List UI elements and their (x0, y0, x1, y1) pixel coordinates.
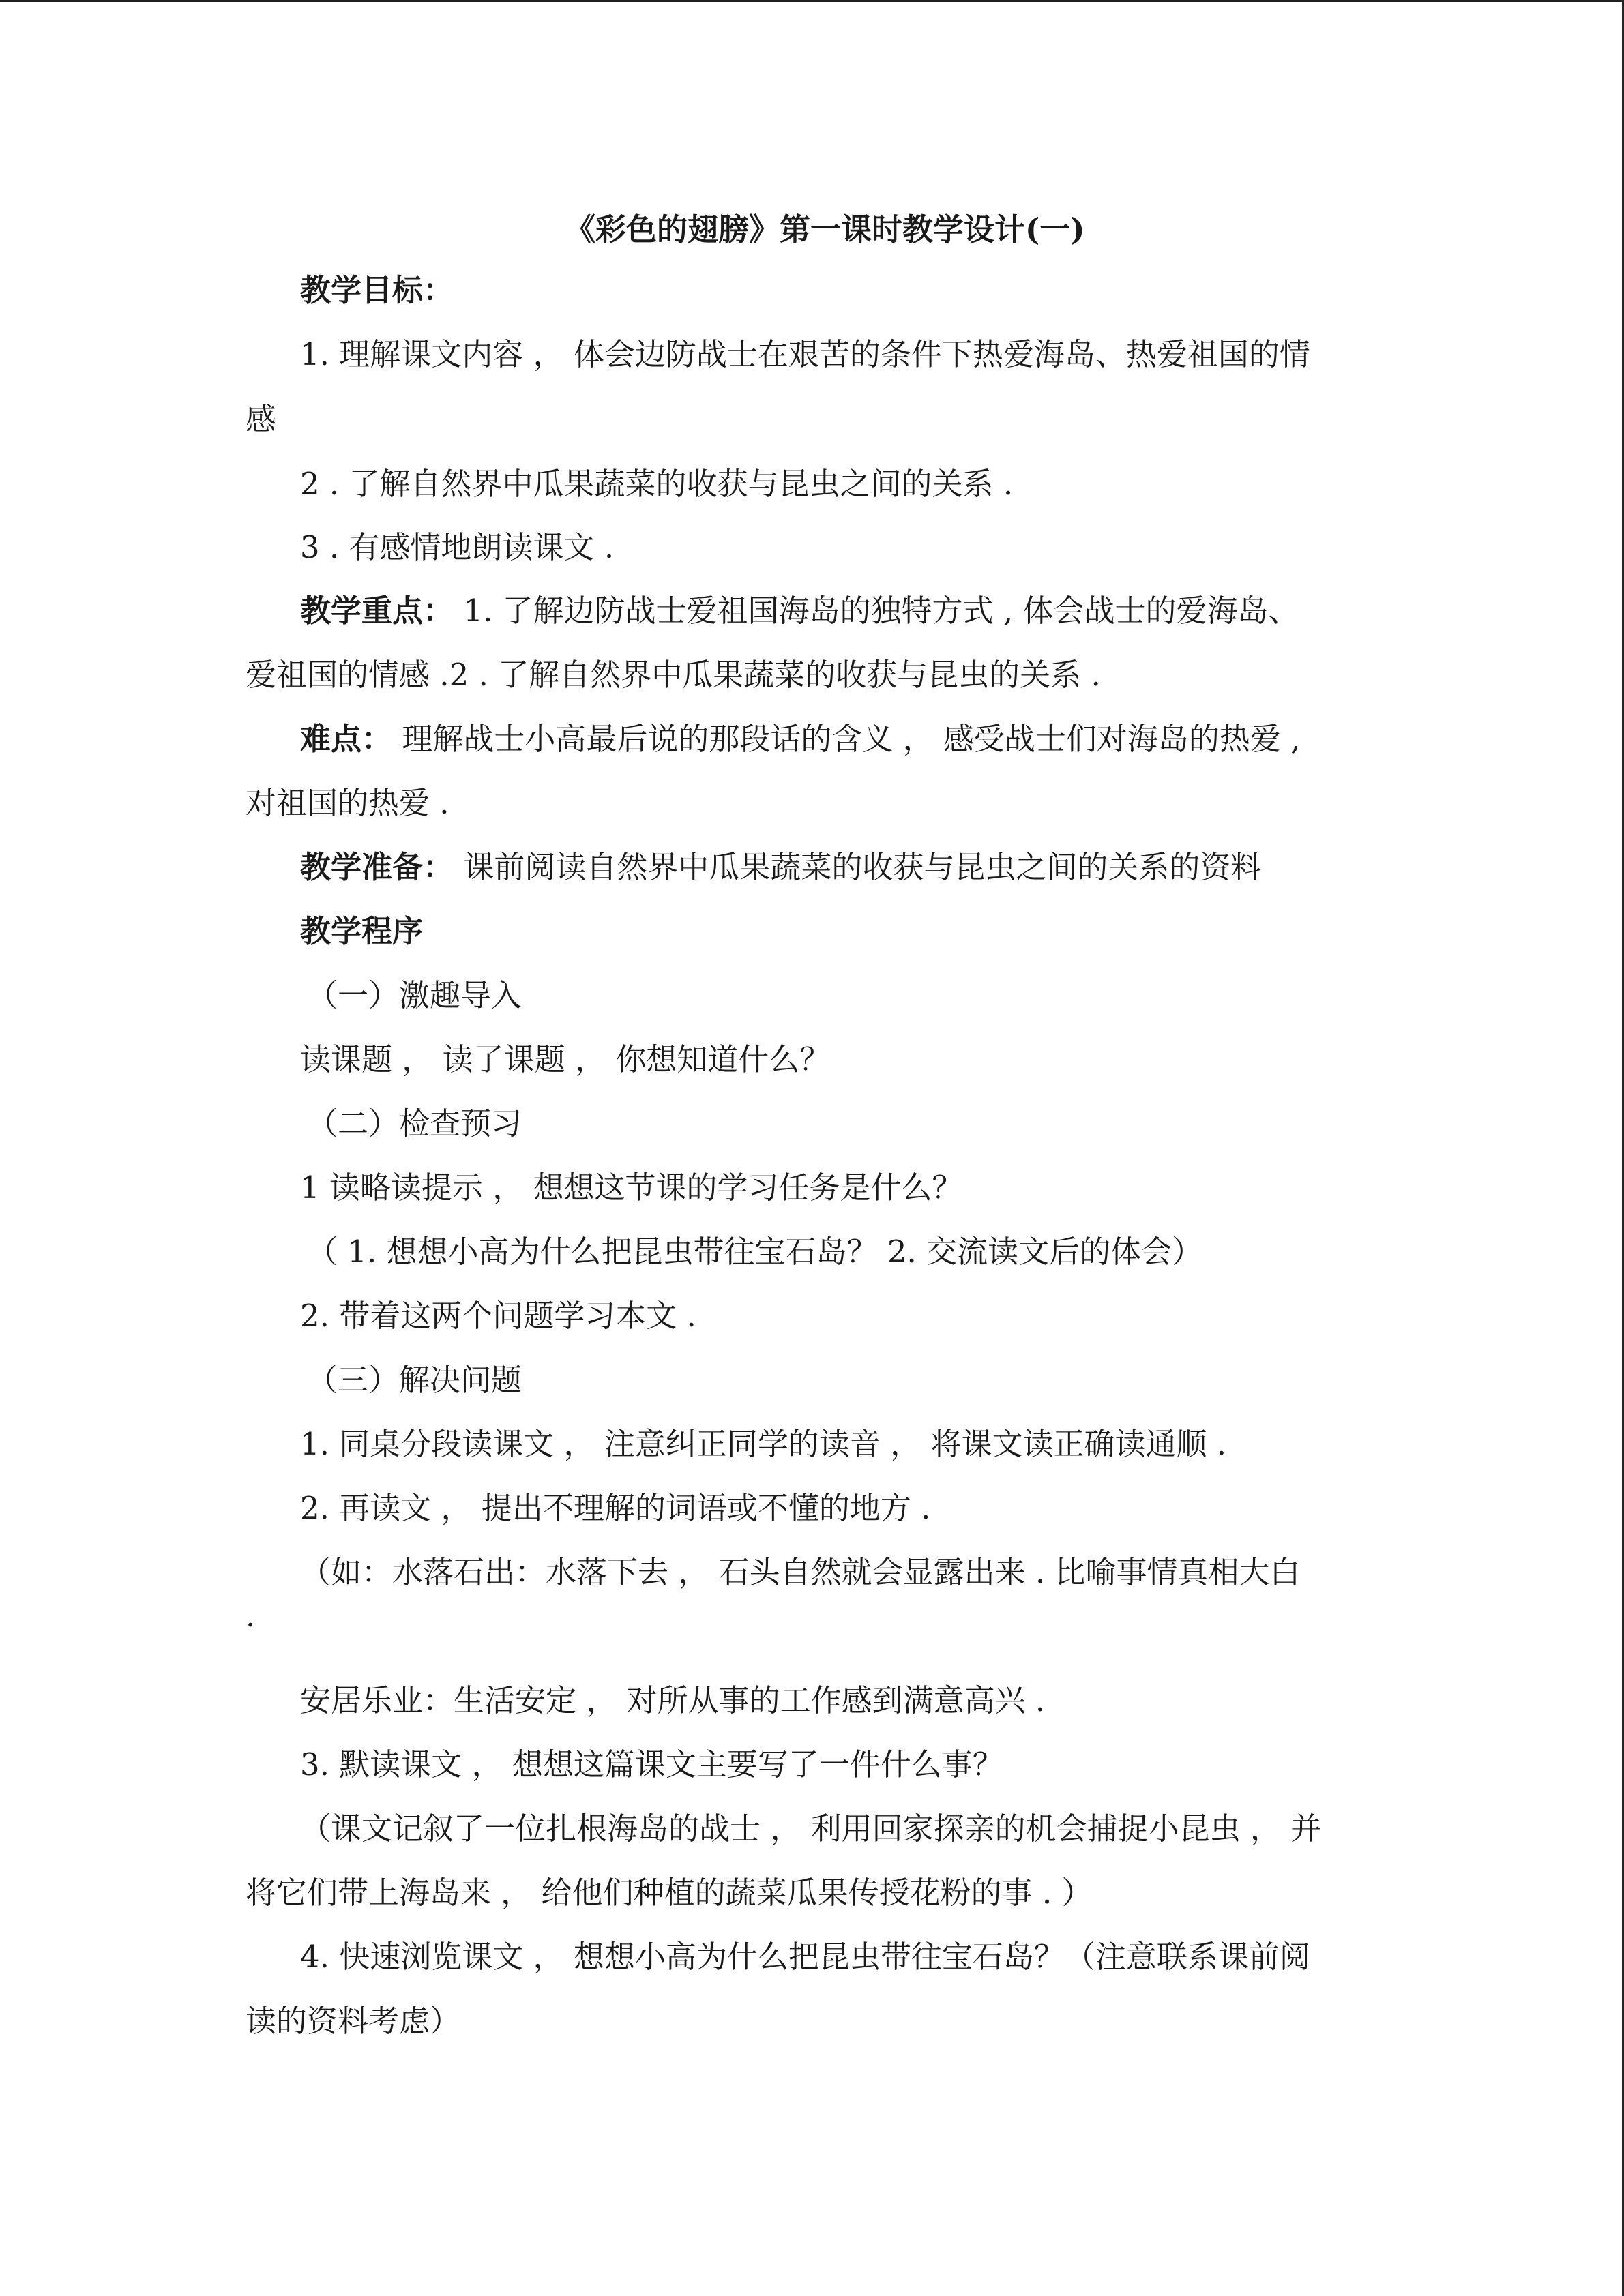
objective-3: 3 . 有感情地朗读课文 . (300, 529, 615, 565)
step-1-heading: （一）激趣导入 (307, 977, 522, 1013)
step-3-item-3: 3. 默读课文 ， 想想这篇课文主要写了一件什么事？ (300, 1746, 1003, 1783)
objective-1-line-1: 1. 理解课文内容 ， 体会边防战士在艰苦的条件下热爱海岛、热爱祖国的情 (300, 336, 1310, 372)
step-2-heading: （二）检查预习 (307, 1105, 522, 1142)
step-3-item-4-line-2: 读的资料考虑） (246, 2003, 461, 2039)
objective-2: 2 . 了解自然界中瓜果蔬菜的收获与昆虫之间的关系 . (300, 466, 1014, 502)
objectives-heading: 教学目标： (300, 272, 454, 308)
step-3-item-3-answer-line-1: （课文记叙了一位扎根海岛的战士 ， 利用回家探亲的机会捕捉小昆虫 ， 并 (300, 1810, 1322, 1847)
step-1-text: 读课题 ， 读了课题 ， 你想知道什么？ (300, 1041, 831, 1077)
preparation-line (300, 847, 1261, 888)
keypoints-line-1 (300, 591, 1299, 631)
keypoints-text: 1. 了解边防战士爱祖国海岛的独特方式 , 体会战士的爱海岛、 (454, 593, 1299, 629)
difficulty-line-1 (300, 719, 1301, 760)
step-3-item-1: 1. 同桌分段读课文 ， 注意纠正同学的读音 ， 将课文读正确读通顺 . (300, 1426, 1227, 1462)
step-3-item-3-answer-line-2: 将它们带上海岛来 ， 给他们种植的蔬菜瓜果传授花粉的事 . ） (246, 1875, 1093, 1911)
procedure-heading: 教学程序 (300, 913, 424, 949)
step-3-item-2: 2. 再读文 ， 提出不理解的词语或不懂的地方 . (300, 1490, 931, 1526)
step-2-item-1-detail: （ 1. 想想小高为什么把昆虫带往宝石岛？ 2. 交流读文后的体会） (307, 1234, 1203, 1270)
preparation-text: 课前阅读自然界中瓜果蔬菜的收获与昆虫之间的关系的资料 (454, 849, 1262, 885)
step-3-item-2-example-line-2: . (246, 1598, 256, 1634)
page-border-top (0, 0, 1624, 2)
step-3-item-4-line-1: 4. 快速浏览课文 ， 想想小高为什么把昆虫带往宝石岛？（注意联系课前阅 (300, 1939, 1310, 1975)
page-title: 《彩色的翅膀》第一课时教学设计(一) (565, 211, 1085, 248)
step-3-item-2-example-2: 安居乐业：生活安定 ， 对所从事的工作感到满意高兴 . (300, 1682, 1046, 1718)
objective-1-line-2: 感 (246, 401, 277, 437)
step-3-item-2-example-line-1: （如：水落石出：水落下去 ， 石头自然就会显露出来 . 比喻事情真相大白 (300, 1554, 1301, 1590)
keypoints-line-2: 爱祖国的情感 .2 . 了解自然界中瓜果蔬菜的收获与昆虫的关系 . (246, 657, 1101, 693)
difficulty-line-2: 对祖国的热爱 . (246, 785, 449, 821)
preparation-heading: 教学准备： (300, 849, 454, 885)
step-2-item-2: 2. 带着这两个问题学习本文 . (300, 1298, 696, 1334)
difficulty-heading: 难点： (300, 721, 393, 757)
difficulty-text: 理解战士小高最后说的那段话的含义 ， 感受战士们对海岛的热爱 , (392, 721, 1301, 757)
keypoints-heading: 教学重点： (300, 593, 454, 629)
step-2-item-1: 1 读略读提示 ， 想想这节课的学习任务是什么？ (300, 1169, 963, 1206)
step-3-heading: （三）解决问题 (307, 1362, 522, 1398)
